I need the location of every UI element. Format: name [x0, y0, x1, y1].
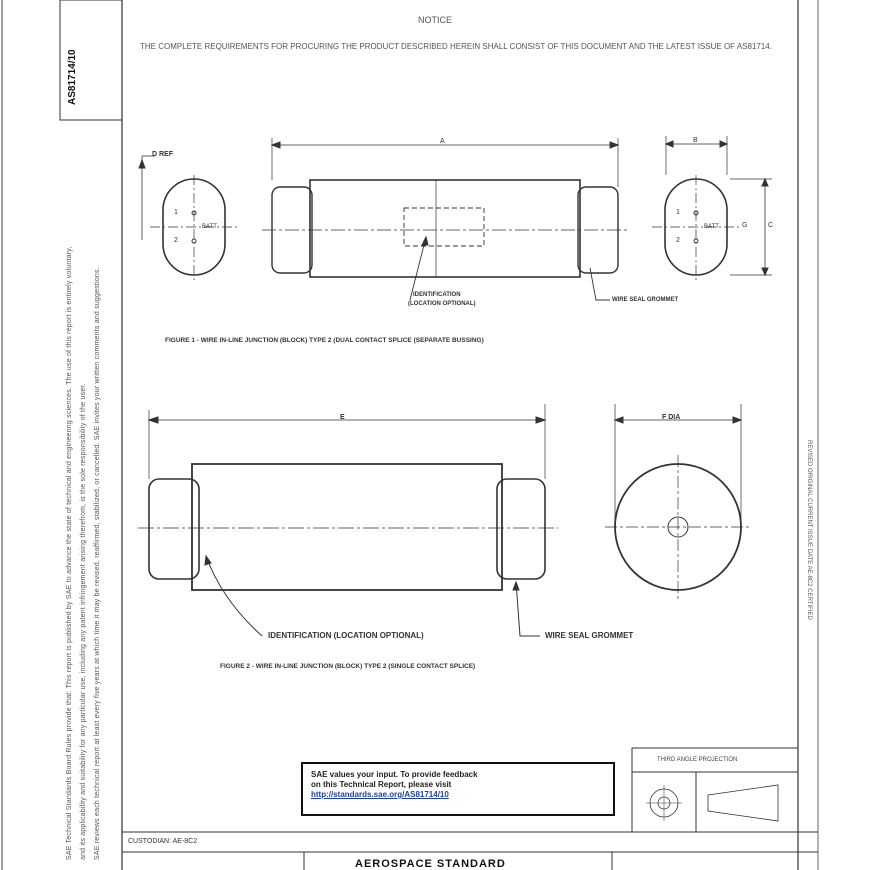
left-margin-text-3: SAE reviews each technical report at least every five years at which time it may be revised, reaffirmed, stabilized, or cancelled. SAE invites your written comments and suggestions. — [94, 267, 101, 860]
left-contact-1: 1 — [174, 209, 178, 216]
feedback-box — [301, 762, 615, 816]
left-batt-label: BATT — [202, 224, 217, 230]
dim-e-label: E — [340, 414, 345, 421]
aerospace-standard-title: AEROSPACE STANDARD — [355, 858, 506, 870]
figure1-caption: FIGURE 1 - WIRE IN-LINE JUNCTION (BLOCK) TYPE 2 (DUAL CONTACT SPLICE (SEPARATE BUSSING) — [165, 337, 484, 344]
right-batt-label: BATT — [704, 224, 719, 230]
notice-body: THE COMPLETE REQUIREMENTS FOR PROCURING THE PRODUCT DESCRIBED HEREIN SHALL CONSIST OF THIS DOCUMENT AND THE LATEST ISSUE OF AS81714. — [140, 42, 772, 51]
third-angle-projection-label: THIRD ANGLE PROJECTION — [657, 757, 738, 763]
fig2-identification-label: IDENTIFICATION (LOCATION OPTIONAL) — [268, 631, 424, 640]
dim-c-label: C — [768, 222, 774, 229]
figure2-caption: FIGURE 2 - WIRE IN-LINE JUNCTION (BLOCK) TYPE 2 (SINGLE CONTACT SPLICE) — [220, 663, 476, 670]
figure1-drawing — [139, 136, 772, 300]
left-margin-text-1: SAE Technical Standards Board Rules provide that: This report is published by SAE to advance the state of technical and engineering sciences. The use of this report is entirely voluntary, — [66, 246, 73, 860]
feedback-line-1: SAE values your input. To provide feedback — [311, 770, 478, 779]
right-contact-1: 1 — [676, 209, 680, 216]
dim-f-label: F DIA — [662, 414, 681, 421]
fig2-grommet-label: WIRE SEAL GROMMET — [545, 631, 634, 640]
dim-d-ref-label: D REF — [152, 151, 173, 158]
notice-title: NOTICE — [417, 15, 452, 25]
right-contact-2: 2 — [676, 237, 680, 244]
custodian-label: CUSTODIAN: AE-8C2 — [128, 838, 198, 845]
document-number: AS81714/10 — [67, 49, 78, 105]
fig1-location-optional-label: (LOCATION OPTIONAL) — [408, 301, 476, 307]
left-contact-2: 2 — [174, 237, 178, 244]
fig1-grommet-label: WIRE SEAL GROMMET — [612, 297, 679, 303]
feedback-line-2: on this Technical Report, please visit — [311, 780, 452, 789]
fig1-identification-label: IDENTIFICATION — [413, 292, 461, 298]
dim-a-label: A — [440, 138, 445, 145]
figure2-drawing — [138, 404, 752, 636]
right-margin-text: REVISED ORIGINAL CURRENT ISSUE DATE AE-8C2 CERTIFIED — [806, 440, 812, 620]
feedback-link[interactable]: http://standards.sae.org/AS81714/10 — [311, 790, 449, 799]
dim-g-label: G — [742, 222, 748, 229]
left-margin-frame — [2, 0, 122, 870]
left-margin-text-2: and its applicability and suitability for any particular use, including any patent infringement arising therefrom, is the sole responsibility of the user. — [80, 383, 87, 860]
dim-b-label: B — [693, 137, 698, 144]
